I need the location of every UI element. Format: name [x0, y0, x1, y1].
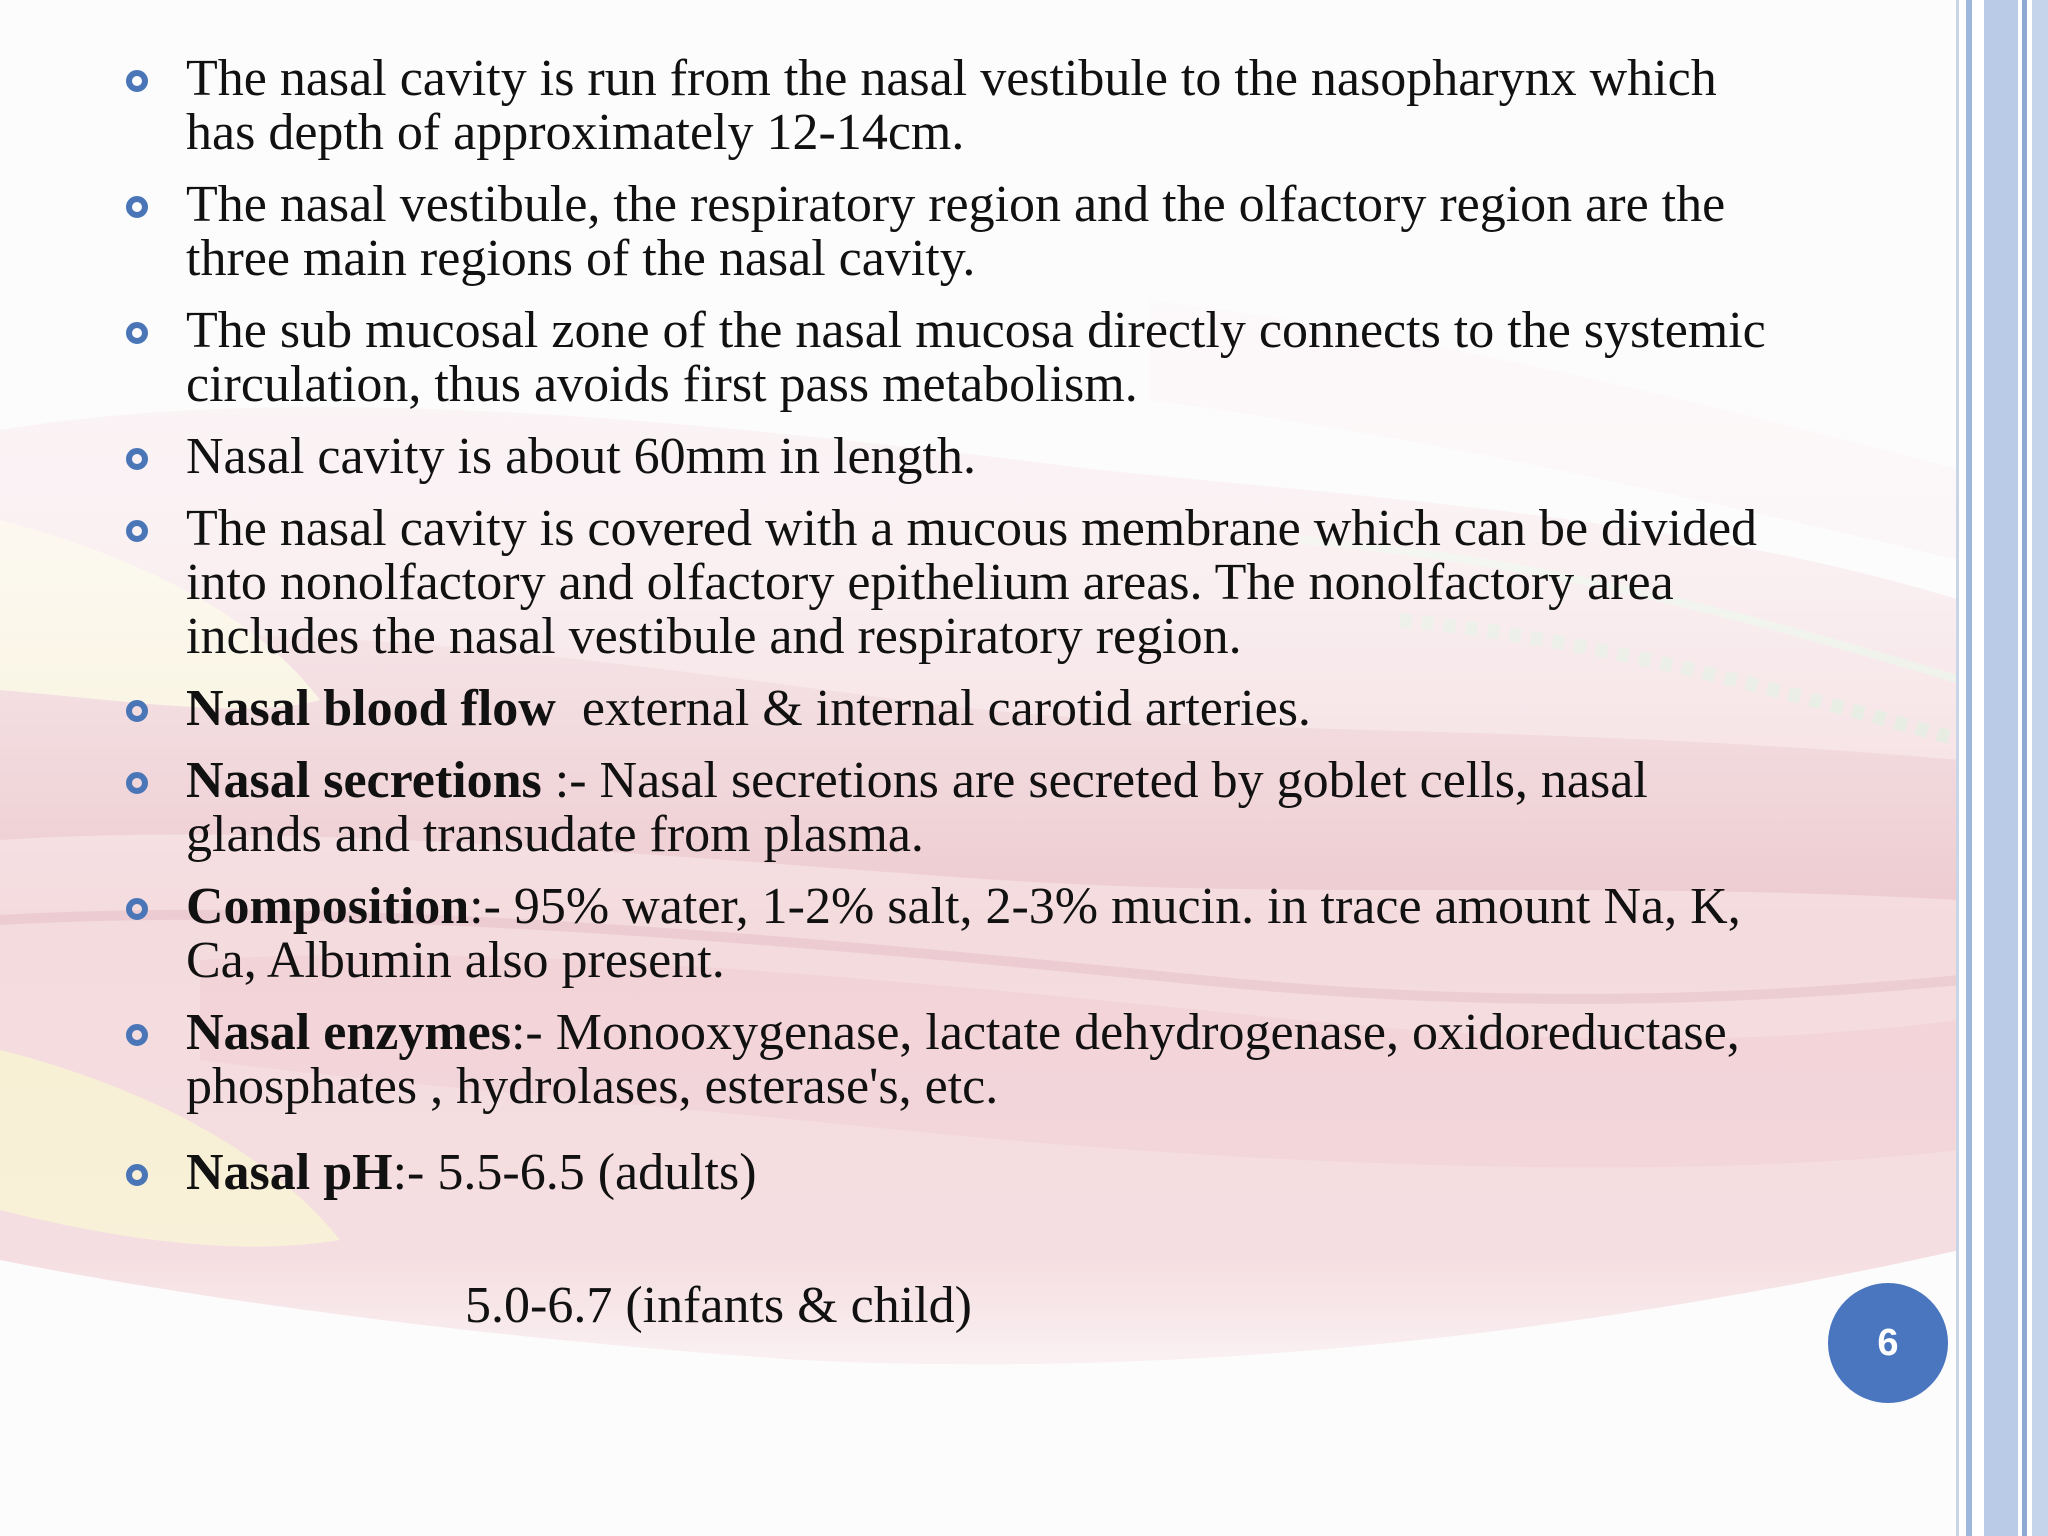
bullet-text: The nasal cavity is run from the nasal vestibule to the nasopharynx which has depth of approximately 12-14cm. — [186, 50, 1717, 161]
bullet-bold-text: Nasal enzymes — [186, 1004, 511, 1061]
page-number-badge: 6 — [1828, 1283, 1948, 1403]
bullet-text: The nasal vestibule, the respiratory region and the olfactory region are the three main regions of the nasal cavity. — [186, 176, 1726, 287]
right-edge-decoration — [1956, 0, 2048, 1536]
bullet-bold-text: Nasal secretions — [186, 752, 542, 809]
bullet-item — [120, 430, 1770, 484]
bullet-ring-icon — [126, 520, 148, 542]
bullet-text: Nasal cavity is about 60mm in length. — [186, 428, 976, 485]
bullet-item — [120, 1146, 1770, 1200]
bullet-text: The nasal cavity is covered with a mucous membrane which can be divided into nonolfactory and olfactory epithelium areas. The nonolfactory area includes the nasal vestibule and respiratory region. — [186, 500, 1758, 665]
bullet-ring-icon — [126, 700, 148, 722]
bullet-bold-text: Nasal pH — [186, 1144, 393, 1201]
bullet-text: :- 95% water, 1-2% salt, 2-3% mucin. in trace amount Na, K, Ca, Albumin also present. — [186, 878, 1741, 989]
bullet-bold-text: Nasal blood flow — [186, 680, 556, 737]
bullet-list — [120, 52, 1770, 1218]
bullet-ring-icon — [126, 1024, 148, 1046]
bullet-item — [120, 304, 1770, 412]
bullet-item — [120, 1006, 1770, 1114]
bullet-ring-icon — [126, 70, 148, 92]
bullet-text: :- Monooxygenase, lactate dehydrogenase, oxidoreductase, phosphates , hydrolases, esterase's, etc. — [186, 1004, 1740, 1115]
bullet-item — [120, 682, 1770, 736]
bullet-ring-icon — [126, 448, 148, 470]
bullet-item — [120, 178, 1770, 286]
bullet-ring-icon — [126, 898, 148, 920]
bullet-text: :- 5.5-6.5 (adults) — [392, 1144, 757, 1201]
bullet-text: :- Nasal secretions are secreted by goblet cells, nasal glands and transudate from plasma. — [186, 752, 1648, 863]
bullet-text: external & internal carotid arteries. — [555, 680, 1311, 737]
bullet-bold-text: Composition — [186, 878, 470, 935]
bullet-item — [120, 754, 1770, 862]
bullet-ring-icon — [126, 196, 148, 218]
bullet-text: The sub mucosal zone of the nasal mucosa directly connects to the systemic circulation, thus avoids first pass metabolism. — [186, 302, 1766, 413]
bullet-ring-icon — [126, 322, 148, 344]
bullet-ring-icon — [126, 1164, 148, 1186]
bullet-item — [120, 502, 1770, 664]
bullet-item — [120, 52, 1770, 160]
ph-infants-text: 5.0-6.7 (infants & child) — [465, 1277, 972, 1334]
bullet-ring-icon — [126, 772, 148, 794]
bullet-item — [120, 880, 1770, 988]
